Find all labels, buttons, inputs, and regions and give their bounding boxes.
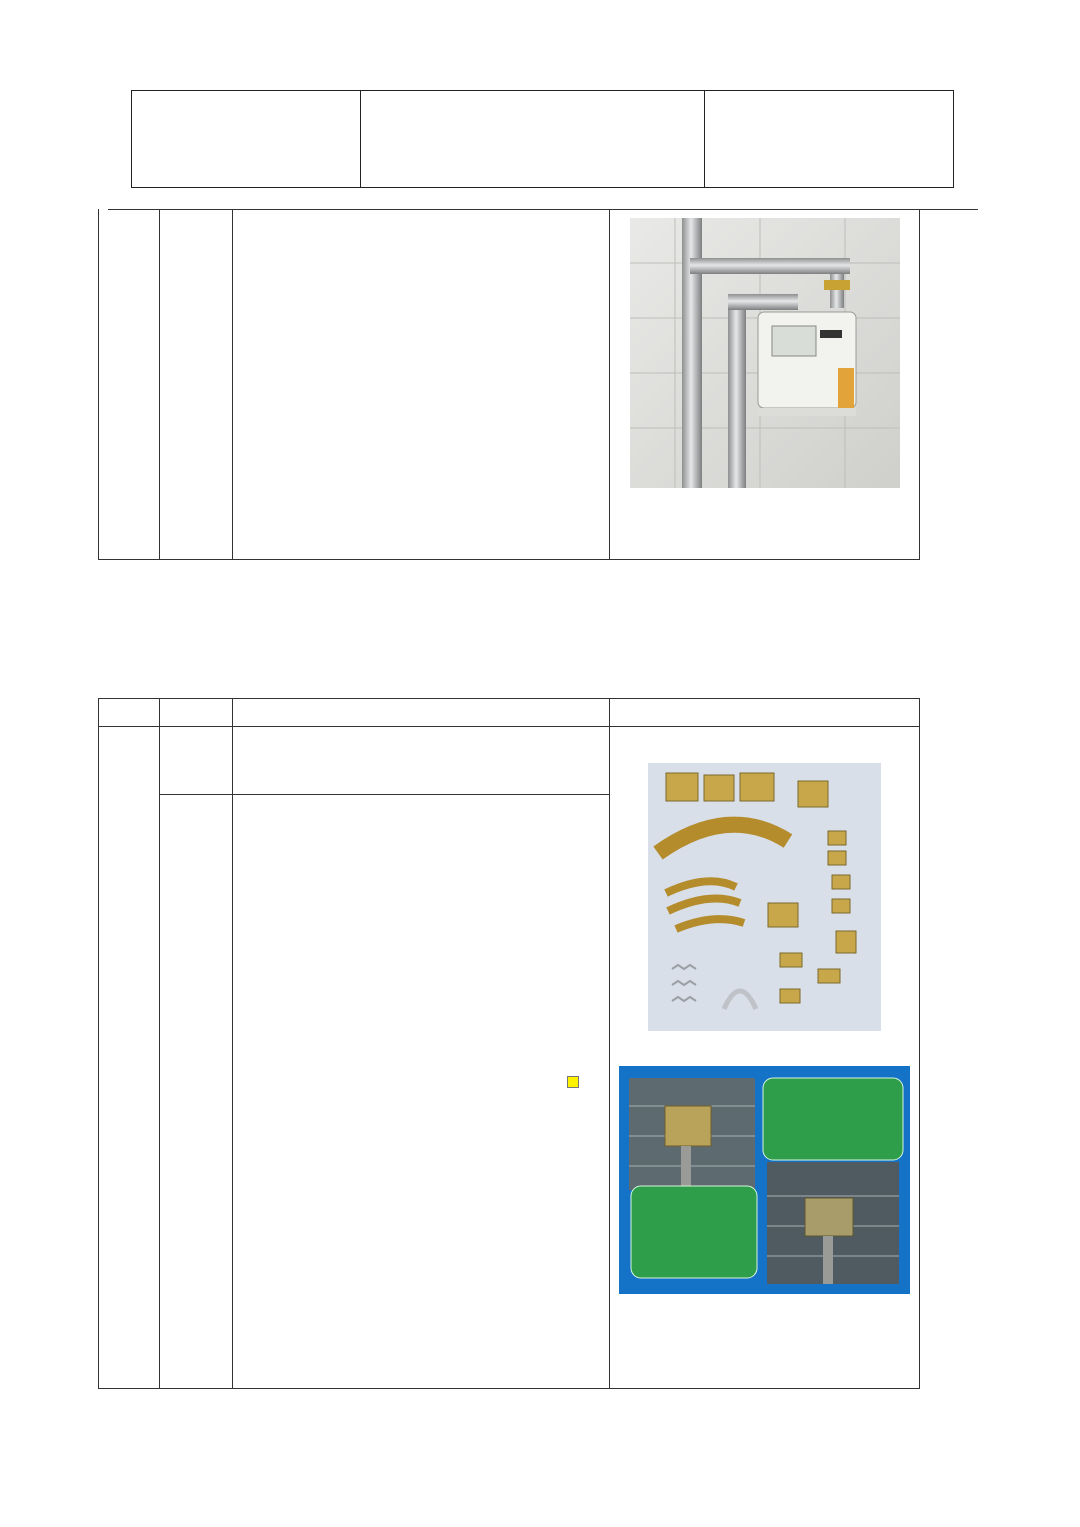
logo-cell bbox=[132, 91, 361, 187]
document-header bbox=[131, 90, 954, 188]
comment-marker[interactable] bbox=[567, 1076, 579, 1088]
jdg-fittings-photo bbox=[648, 763, 881, 1031]
junction-box-photo bbox=[619, 1066, 910, 1294]
company-name bbox=[361, 91, 705, 187]
company-logo bbox=[244, 138, 248, 140]
document-meta bbox=[705, 91, 953, 187]
gas-meter-photo bbox=[630, 218, 900, 488]
header-rule bbox=[108, 209, 978, 210]
